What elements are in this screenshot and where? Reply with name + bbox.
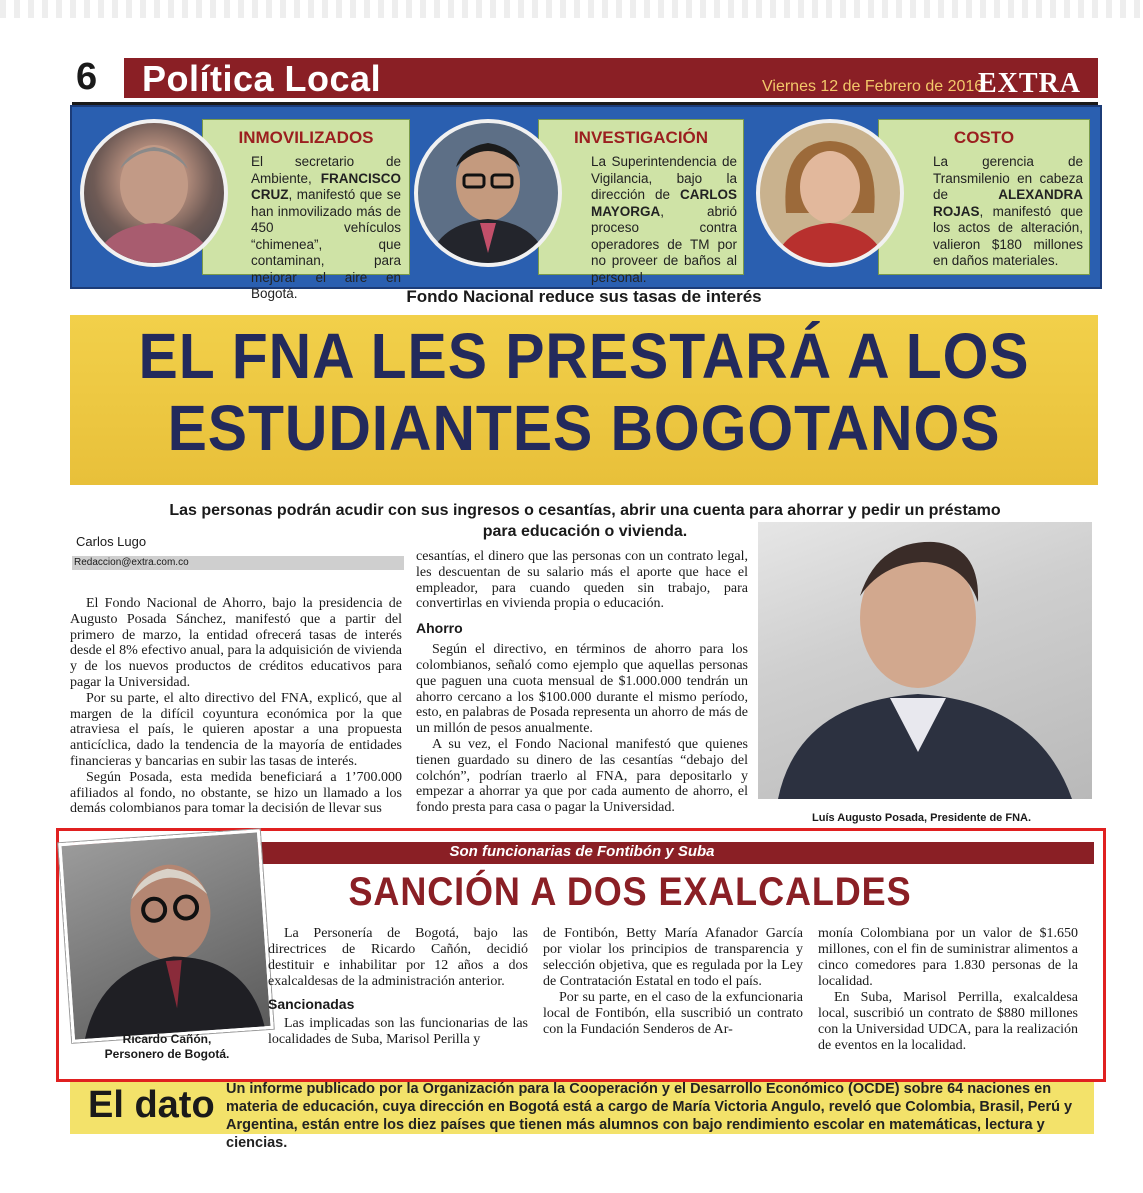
brief-text: La Superintendencia de Vigilancia, bajo la dirección de CARLOS MAYORGA, abrió proceso contra operadores de TM por no proveer de baños al personal. xyxy=(591,154,737,285)
person-silhouette-icon xyxy=(61,832,270,1039)
brief-title: INMOVILIZADOS xyxy=(238,128,374,147)
person-silhouette-icon xyxy=(760,123,900,263)
person-silhouette-icon xyxy=(418,123,558,263)
secondary-column-3 xyxy=(818,926,1078,1062)
author-email: Redaccion@extra.com.co xyxy=(72,556,404,570)
brief-card-investigacion xyxy=(538,119,744,285)
paragraph: A su vez, el Fondo Nacional manifestó que quienes tienen guardado su dinero de las cesantías “debajo del colchón”, podrían traerlo al FNA, para depositarlo y empezar a ahorrar ya que por cada aumento de ahorro, el fondo presta para casa o pagar la Universidad. xyxy=(416,736,748,816)
paragraph: Según Posada, esta medida beneficiará a 1’700.000 afiliados al fondo, no obstante, se hizo un llamado a los demás colombianos para tomar la decisión de llevar sus xyxy=(70,769,402,817)
brief-card-inmovilizados xyxy=(202,119,410,301)
paragraph: Por su parte, en el caso de la exfuncionaria local de Fontibón, ella suscribió un contrato con la Fundación Senderos de Ar- xyxy=(543,990,803,1037)
secondary-headline: SANCIÓN A DOS EXALCALDES xyxy=(348,870,912,914)
brief-title: INVESTIGACIÓN xyxy=(573,128,709,147)
caption-line: Personero de Bogotá. xyxy=(104,1047,230,1061)
main-subhead: Las personas podrán acudir con sus ingresos o cesantías, abrir una cuenta para ahorrar y pedir un préstamo para educación o vivienda. xyxy=(169,502,1001,540)
secondary-kicker: Son funcionarias de Fontibón y Suba xyxy=(449,843,715,860)
portrait-francisco-cruz xyxy=(80,119,228,267)
byline: Carlos Lugo xyxy=(76,534,147,549)
person-silhouette-icon xyxy=(84,123,224,263)
caption-line: Ricardo Cañón, xyxy=(122,1032,212,1046)
section-heading: Ahorro xyxy=(416,620,463,637)
headline-line-2: ESTUDIANTES BOGOTANOS xyxy=(167,392,1001,464)
paragraph: cesantías, el dinero que las personas con un contrato legal, les descuentan de su salario más el aporte que hace el empleador, para cuando queden sin trabajo, para convertirlas en vivienda propia o educación. xyxy=(416,549,748,612)
paragraph: Según el directivo, en términos de ahorro para los colombianos, señaló como ejemplo que aquellas personas que paguen una cuota mensual de $1.000.000 tendrán un ahorro cercano a los $100.000 durante el mismo período, esto, en palabras de Posada representa un ahorro de más de un millón de pesos anualmente. xyxy=(416,642,748,737)
paragraph: monía Colombiana por un valor de $1.650 millones, con el fin de suministrar alimentos a cinco comedores para 1.830 personas de la localidad. xyxy=(818,926,1078,989)
photo-luis-augusto-posada xyxy=(758,522,1092,799)
photo-ricardo-canon xyxy=(58,829,273,1043)
portrait-carlos-mayorga xyxy=(414,119,562,267)
page-number: 6 xyxy=(76,56,98,98)
issue-date: Viernes 12 de Febrero de 2016 xyxy=(762,78,984,95)
headline-line-1: EL FNA LES PRESTARÁ A LOS xyxy=(138,320,1030,392)
brief-title: COSTO xyxy=(953,128,1015,147)
paragraph: de Fontibón, Betty María Afanador García por violar los principios de transparencia y selección objetiva, que es regulada por la Ley de Contratación Estatal en todo el país. xyxy=(543,926,803,989)
newspaper-logo: EXTRA xyxy=(978,68,1082,99)
section-heading: Sancionadas xyxy=(268,996,355,1012)
brief-card-costo xyxy=(878,119,1090,275)
paragraph: Por su parte, el alto directivo del FNA, explicó, que al margen de la difícil coyuntura económica por la que atraviesa el país, le quieren apostar a una propuesta anticíclica, dado la tendencia de la mayoría de entidades financieras y bancarias en subir las tasas de interés. xyxy=(70,690,402,769)
el-dato-title: El dato xyxy=(88,1084,215,1126)
person-silhouette-icon xyxy=(758,522,1092,799)
paragraph: La Personería de Bogotá, bajo las directrices de Ricardo Cañón, decidió destituir e inhabilitar por 12 años a dos exalcaldesas de la administración anterior. xyxy=(268,926,528,989)
secondary-column-1 xyxy=(268,926,528,1062)
portrait-alexandra-rojas xyxy=(756,119,904,267)
photo-caption: Luís Augusto Posada, Presidente de FNA. xyxy=(812,812,1032,824)
brief-text: La gerencia de Transmilenio en cabeza de ALEXANDRA ROJAS, manifestó que los actos de alteración, valieron $180 millones en daños materiales. xyxy=(933,154,1083,268)
paragraph: En Suba, Marisol Perrilla, exalcaldesa local, suscribió un contrato de $880 millones con la Universidad UDCA, para la realización de eventos en la localidad. xyxy=(818,990,1078,1053)
main-headline xyxy=(111,320,1057,464)
top-torn-strip xyxy=(0,0,1143,18)
paragraph: Las implicadas son las funcionarias de las localidades de Suba, Marisol Perilla y xyxy=(268,1016,528,1047)
photo2-caption xyxy=(92,1032,242,1062)
main-column-1 xyxy=(70,596,402,824)
section-title: Política Local xyxy=(142,58,382,99)
main-kicker: Fondo Nacional reduce sus tasas de interés xyxy=(406,287,762,306)
secondary-column-2 xyxy=(543,926,803,1062)
paragraph: El Fondo Nacional de Ahorro, bajo la presidencia de Augusto Posada Sánchez, manifestó que a partir del primero de marzo, la entidad ofrecerá tasas de interés desde el 8% efectivo anual, para la adquisición de vivienda y de los nuevos productos de créditos educativos para pagar la Universidad. xyxy=(70,596,402,690)
main-column-2 xyxy=(416,549,748,824)
el-dato-text: Un informe publicado por la Organización para la Cooperación y el Desarrollo Económico (OCDE) sobre 64 naciones en materia de educación, cuya dirección en Bogotá está a cargo de María Victoria Angulo, reveló que Colombia, Brasil, Perú y Argentina, están entre los diez países que tienen más alumnos con bajo rendimiento escolar en matemáticas, lectura y ciencias. xyxy=(226,1081,1073,1151)
brief-text: El secretario de Ambiente, FRANCISCO CRUZ, manifestó que se han inmovilizado más de 450 vehículos “chimenea”, que contaminan, para mejorar el aire en Bogotá. xyxy=(251,154,401,301)
